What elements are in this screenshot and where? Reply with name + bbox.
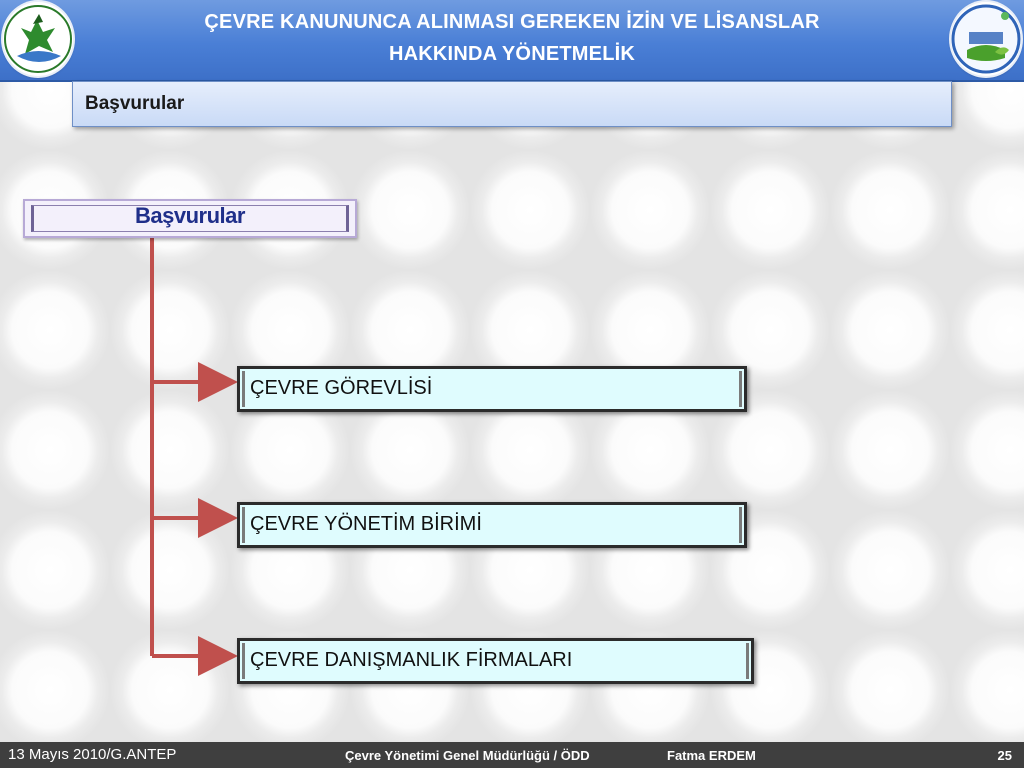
slide-title <box>80 6 944 70</box>
slide-header <box>0 0 1024 82</box>
slide-footer <box>0 742 1024 768</box>
diagram-root-label: Başvurular <box>135 203 245 228</box>
slide-title-line-1: ÇEVRE KANUNUNCA ALINMASI GEREKEN İZİN VE LİSANSLAR <box>204 11 820 33</box>
ministry-logo-icon <box>3 2 73 76</box>
page-number: 25 <box>997 748 1012 763</box>
slide-title-line-2: HAKKINDA YÖNETMELİK <box>388 43 636 65</box>
footer-date: 13 Mayıs 2010/G.ANTEP <box>8 746 177 763</box>
diagram-child-box <box>237 502 747 548</box>
diagram-child-label: ÇEVRE GÖREVLİSİ <box>250 377 433 399</box>
section-title: Başvurular <box>85 93 185 114</box>
diagram-child-label: ÇEVRE YÖNETİM BİRİMİ <box>250 513 482 535</box>
section-title-bar <box>72 81 952 127</box>
diagram-child-box <box>237 638 754 684</box>
diagram-child-box <box>237 366 747 412</box>
diagram-child-label: ÇEVRE DANIŞMANLIK FİRMALARI <box>250 649 573 671</box>
footer-author: Fatma ERDEM <box>667 748 756 763</box>
diagram-root-box <box>23 199 357 238</box>
cevre-izinleri-logo-icon <box>951 2 1021 76</box>
footer-organization: Çevre Yönetimi Genel Müdürlüğü / ÖDD <box>345 748 590 763</box>
